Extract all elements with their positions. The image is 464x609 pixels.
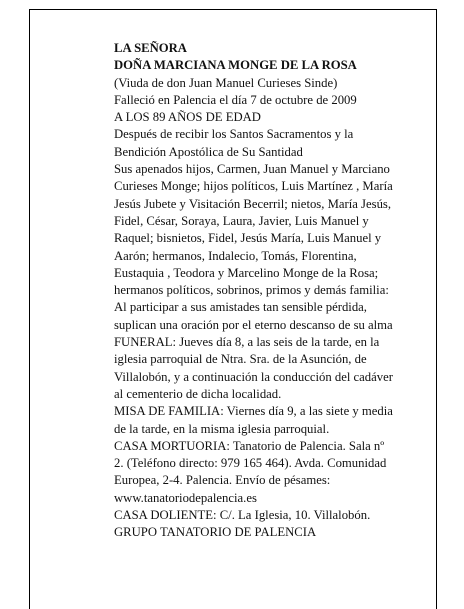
obituary-notice [114, 40, 434, 542]
funeral-line: iglesia parroquial de Ntra. Sra. de la Asunción, de [114, 352, 367, 367]
family-mass-line: de la tarde, en la misma iglesia parroquial. [114, 421, 330, 436]
family-line: hermanos políticos, sobrinos, primos y demás familia: [114, 283, 389, 298]
funeral-home-line: CASA MORTUORIA: Tanatorio de Palencia. Sala nº [114, 438, 385, 453]
family-line: Raquel; bisnietos, Fidel, Jesús María, Luis Manuel y [114, 231, 382, 246]
funeral-line: al cementerio de dicha localidad. [114, 386, 282, 401]
funeral-line: Villalobón, y a continuación la conducción del cadáver [114, 369, 393, 384]
family-line: Sus apenados hijos, Carmen, Juan Manuel y Marciano [114, 162, 390, 177]
funeral-group-signature: GRUPO TANATORIO DE PALENCIA [114, 525, 317, 540]
widow-of-line: (Viuda de don Juan Manuel Curieses Sinde) [114, 75, 338, 90]
family-home-line: CASA DOLIENTE: C/. La Iglesia, 10. Villalobón. [114, 508, 371, 523]
condolences-website: www.tanatoriodepalencia.es [114, 490, 257, 505]
death-date-line: Falleció en Palencia el día 7 de octubre de 2009 [114, 92, 357, 107]
deceased-name: DOÑA MARCIANA MONGE DE LA ROSA [114, 58, 357, 73]
prayer-request-line: suplican una oración por el eterno descanso de su alma [114, 317, 393, 332]
family-line: Curieses Monge; hijos políticos, Luis Martínez , María [114, 179, 393, 194]
family-mass-line: MISA DE FAMILIA: Viernes día 9, a las siete y media [114, 404, 393, 419]
funeral-home-line: Europea, 2-4. Palencia. Envío de pésames: [114, 473, 331, 488]
family-line: Eustaquia , Teodora y Marcelino Monge de la Rosa; [114, 265, 379, 280]
sacraments-line: Después de recibir los Santos Sacramentos y la [114, 127, 354, 142]
funeral-home-line: 2. (Teléfono directo: 979 165 464). Avda. Comunidad [114, 456, 387, 471]
sacraments-line: Bendición Apostólica de Su Santidad [114, 144, 303, 159]
age-line: A LOS 89 AÑOS DE EDAD [114, 110, 261, 125]
notice-heading-title: LA SEÑORA [114, 41, 187, 55]
family-line: Jesús Jubete y Visitación Becerril; nietos, María Jesús, [114, 196, 392, 211]
family-line: Fidel, César, Soraya, Laura, Javier, Luis Manuel y [114, 213, 369, 228]
family-line: Aarón; hermanos, Indalecio, Tomás, Florentina, [114, 248, 357, 263]
prayer-request-line: Al participar a sus amistades tan sensible pérdida, [114, 300, 367, 315]
funeral-line: FUNERAL: Jueves día 8, a las seis de la tarde, en la [114, 335, 380, 350]
